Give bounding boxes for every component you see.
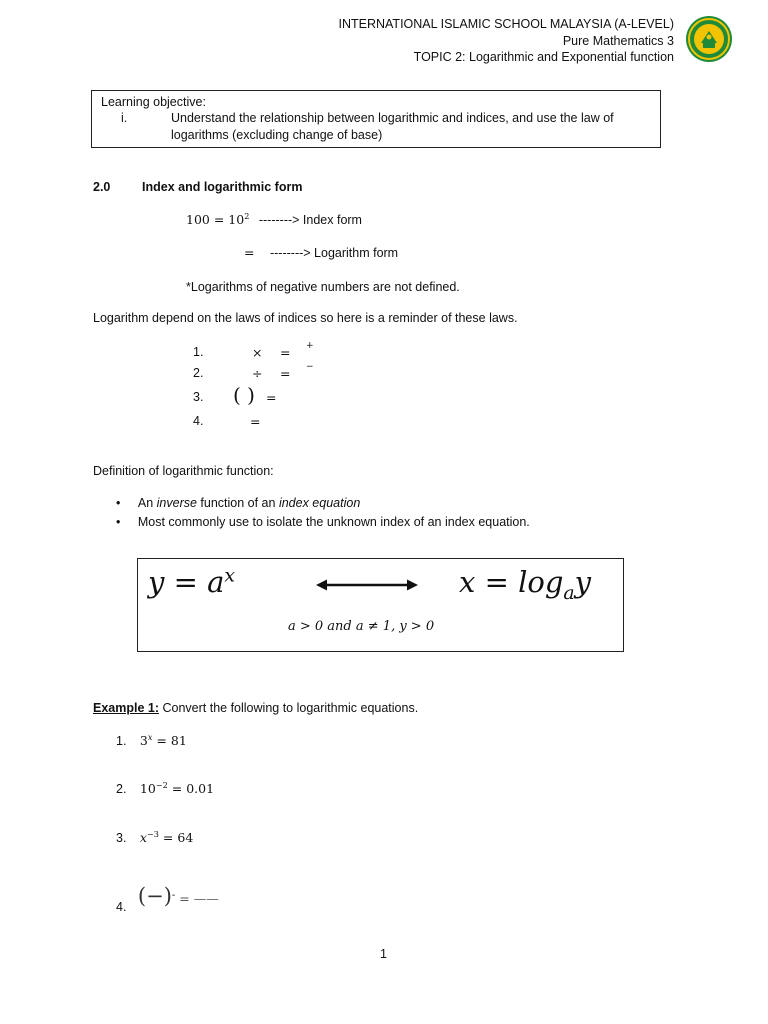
school-logo-icon xyxy=(685,15,733,63)
law-operator: ÷ xyxy=(252,366,263,381)
law-sign: − xyxy=(306,362,314,372)
item-exponent: - xyxy=(171,889,176,901)
section-title: Index and logarithmic form xyxy=(142,180,303,194)
law-equals: = xyxy=(280,366,291,381)
example-instruction: Convert the following to logarithmic equations. xyxy=(159,701,419,715)
log-base: a xyxy=(563,582,575,604)
subject-name: Pure Mathematics 3 xyxy=(562,34,674,48)
item-number: 3. xyxy=(116,831,127,846)
item-number: 1. xyxy=(116,734,127,749)
example-item-4 xyxy=(116,884,219,914)
log-definition-box xyxy=(137,558,624,652)
item-number: 4. xyxy=(116,900,127,914)
log-equals: = xyxy=(244,245,255,260)
law-equals: = xyxy=(280,345,291,360)
example-label: Example 1: xyxy=(93,701,160,715)
bullet1-text-b: function of an xyxy=(196,496,279,510)
law-parentheses: ( ) xyxy=(233,383,255,407)
law-number: 2. xyxy=(193,366,204,380)
example-heading xyxy=(93,701,418,715)
learning-objective-box xyxy=(91,90,661,148)
page-number: 1 xyxy=(380,947,387,961)
item-exponent: x xyxy=(147,732,153,742)
log-lhs: x = log xyxy=(459,565,564,599)
log-form-line xyxy=(244,245,398,260)
negative-log-note: *Logarithms of negative numbers are not defined. xyxy=(186,280,460,294)
exponential-exponent: x xyxy=(224,565,236,587)
law-number: 1. xyxy=(193,345,204,359)
index-equation: 100 = 10 xyxy=(186,212,245,228)
bullet2-text: Most commonly use to isolate the unknown index of an index equation. xyxy=(137,515,530,529)
exponential-form xyxy=(148,565,235,599)
logarithmic-form xyxy=(459,565,591,604)
log-form-label: --------> Logarithm form xyxy=(269,246,399,260)
index-form-line xyxy=(186,211,362,227)
school-name: INTERNATIONAL ISLAMIC SCHOOL MALAYSIA (A-LEVEL) xyxy=(338,17,674,31)
bullet1-emphasis-inverse: inverse xyxy=(156,496,197,510)
law-equals: = xyxy=(266,390,277,405)
topic-title: TOPIC 2: Logarithmic and Exponential function xyxy=(413,50,674,64)
item-exponent: −2 xyxy=(155,780,168,790)
item-rhs: = —— xyxy=(175,891,219,906)
definition-heading: Definition of logarithmic function: xyxy=(93,464,274,478)
bullet-dot: • xyxy=(116,496,121,510)
log-argument: y xyxy=(574,565,592,599)
objective-text-line1: Understand the relationship between logarithmic and indices, and use the law of xyxy=(171,111,614,125)
item-base: (−) xyxy=(137,884,172,908)
item-number: 2. xyxy=(116,782,127,797)
section-number: 2.0 xyxy=(93,180,111,194)
index-form-label: --------> Index form xyxy=(258,213,362,228)
bullet-dot: • xyxy=(116,515,121,529)
objective-title: Learning objective: xyxy=(101,95,206,109)
objective-number: i. xyxy=(121,111,128,125)
law-equals: = xyxy=(250,414,261,429)
item-exponent: −3 xyxy=(146,829,159,839)
log-conditions: a > 0 and a ≠ 1, y > 0 xyxy=(288,619,435,634)
law-number: 3. xyxy=(193,390,204,404)
item-rhs: = 0.01 xyxy=(167,781,215,797)
example-item-2 xyxy=(116,780,214,796)
item-rhs: = 81 xyxy=(152,733,187,749)
item-base: 3 xyxy=(139,733,148,749)
bullet1-text-a: An xyxy=(137,496,157,510)
index-exponent: 2 xyxy=(244,211,250,221)
bullet-1 xyxy=(116,496,360,510)
law-operator: × xyxy=(252,345,263,360)
indices-reminder: Logarithm depend on the laws of indices so here is a reminder of these laws. xyxy=(93,311,518,325)
item-rhs: = 64 xyxy=(158,830,194,846)
item-base: x xyxy=(139,830,147,846)
bullet-2 xyxy=(116,515,530,529)
exponential-lhs: y = a xyxy=(148,565,225,599)
example-item-3 xyxy=(116,829,193,845)
item-base: 10 xyxy=(139,781,156,797)
law-number: 4. xyxy=(193,414,204,428)
double-arrow-icon xyxy=(315,577,419,593)
law-sign: + xyxy=(306,341,314,351)
example-item-1 xyxy=(116,732,187,748)
objective-text-line2: logarithms (excluding change of base) xyxy=(171,128,383,142)
bullet1-emphasis-index: index equation xyxy=(278,496,361,510)
